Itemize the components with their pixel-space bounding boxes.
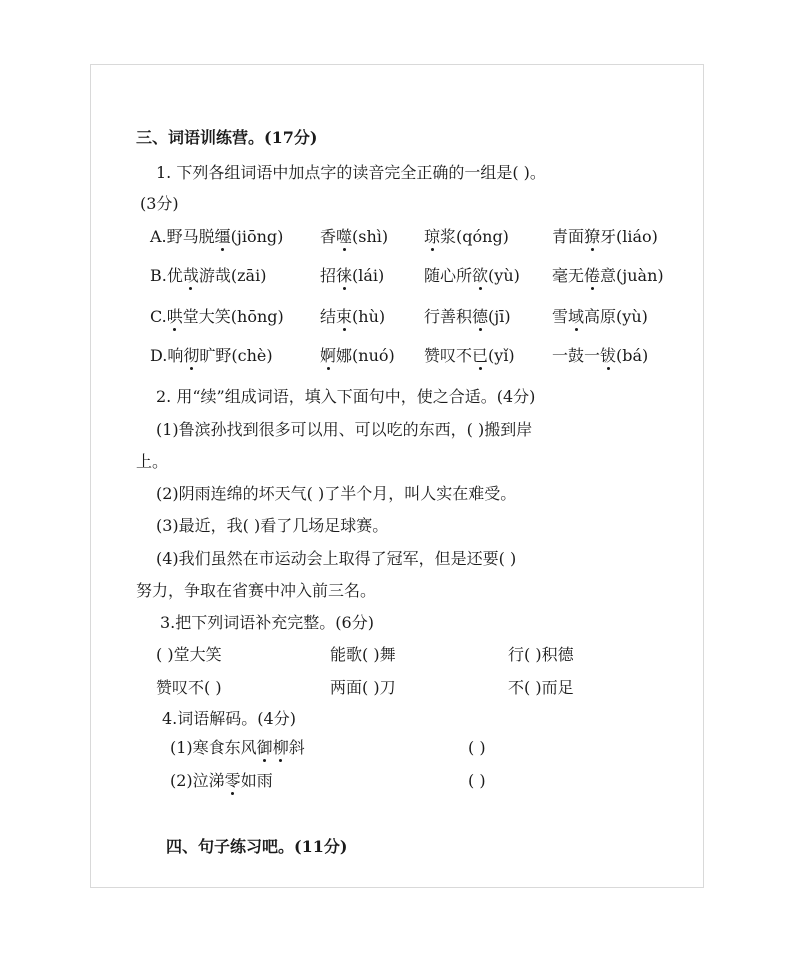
q3-item: ( )堂大笑 xyxy=(156,645,222,664)
q3-item: 两面( )刀 xyxy=(330,678,396,697)
q1-option-d-word xyxy=(424,346,515,366)
q1-option-b-word xyxy=(424,266,520,286)
q1-word-pre: 优 xyxy=(166,266,183,285)
q1-word-dotted-char: 欲 xyxy=(472,266,489,285)
q4-item-1-pre: (1)寒食东风 xyxy=(170,738,257,757)
q1-option-b-word xyxy=(150,266,266,286)
q3-item: 不( )而足 xyxy=(508,678,574,697)
q1-word-dotted-char: 倦 xyxy=(584,266,601,285)
q1-option-b-word xyxy=(552,266,664,286)
q1-word-post: (bá) xyxy=(616,346,649,365)
q1-word-pre: 招 xyxy=(320,266,337,285)
q1-word-dotted-char: 哄 xyxy=(166,307,183,326)
q1-word-dotted-char: 琼 xyxy=(424,227,441,246)
q1-option-a-word xyxy=(150,227,283,247)
q4-item-2-dot-1: 零 xyxy=(224,771,241,790)
q1-word-post: (jī) xyxy=(488,307,511,326)
q1-option-d-word xyxy=(150,346,273,366)
q1-word-pre: 行善积 xyxy=(424,307,473,326)
q2-sentence-1a: (1)鲁滨孙找到很多可以用、可以吃的东西，( )搬到岸 xyxy=(156,420,533,439)
q1-option-c-word xyxy=(552,307,648,327)
q1-word-pre: 雪 xyxy=(552,307,569,326)
q2-sentence-1b: 上。 xyxy=(136,452,169,471)
q1-word-dotted-char: 哉 xyxy=(182,266,199,285)
q1-word-dotted-char: 彻 xyxy=(183,346,200,365)
q4-item-1-dot-2: 柳 xyxy=(272,738,289,757)
section-title-4: 四、句子练习吧。(11分) xyxy=(166,837,348,856)
q1-word-dotted-char: 缰 xyxy=(214,227,231,246)
q1-word-dotted-char: 噬 xyxy=(336,227,353,246)
q1-word-post: 旷野(chè) xyxy=(199,346,273,365)
q2-sentence-4b: 努力，争取在省赛中冲入前三名。 xyxy=(136,581,377,600)
q1-word-pre: 结 xyxy=(320,307,337,326)
section-title-3: 三、词语训练营。(17分) xyxy=(136,128,318,147)
q1-word-dotted-char: 已 xyxy=(472,346,489,365)
q1-option-c-word xyxy=(150,307,284,327)
q1-option-label: D. xyxy=(150,346,168,365)
q4-item-2-blank: ( ) xyxy=(468,771,486,790)
q1-word-dotted-char: 束 xyxy=(336,307,353,326)
q4-item-1-dot-1: 御 xyxy=(256,738,273,757)
q1-word-post: (yǐ) xyxy=(488,346,515,365)
q1-option-d-word xyxy=(552,346,648,366)
q4-item-2 xyxy=(170,771,273,791)
q1-score: (3分) xyxy=(140,194,179,213)
q1-stem: 1. 下列各组词语中加点字的读音完全正确的一组是( )。 xyxy=(156,163,546,182)
q1-option-c-word xyxy=(424,307,511,327)
q1-word-post: 堂大笑(hōng) xyxy=(182,307,284,326)
q1-option-label: B. xyxy=(150,266,167,285)
q4-item-1-post: 斜 xyxy=(288,738,305,757)
q1-option-b-word xyxy=(320,266,384,286)
worksheet-page xyxy=(90,64,704,888)
q1-word-pre: 随心所 xyxy=(424,266,473,285)
q3-item: 行( )积德 xyxy=(508,645,574,664)
q1-word-dotted-char: 獠 xyxy=(584,227,601,246)
q4-item-1 xyxy=(170,738,305,758)
q1-word-pre: 野马脱 xyxy=(166,227,215,246)
q1-word-post: 娜(nuó) xyxy=(336,346,395,365)
q1-word-dotted-char: 钹 xyxy=(600,346,617,365)
q1-option-a-word xyxy=(552,227,658,247)
q2-sentence-2: (2)阴雨连绵的坏天气( )了半个月，叫人实在难受。 xyxy=(156,484,517,503)
q1-word-pre: 青面 xyxy=(552,227,585,246)
q1-option-a-word xyxy=(424,227,509,247)
q4-item-1-blank: ( ) xyxy=(468,738,486,757)
q2-sentence-4a: (4)我们虽然在市运动会上取得了冠军，但是还要( ) xyxy=(156,549,517,568)
q1-word-pre: 响 xyxy=(167,346,184,365)
q1-word-post: (lái) xyxy=(352,266,385,285)
q1-word-post: 浆(qóng) xyxy=(440,227,509,246)
q1-word-post: 游哉(zāi) xyxy=(198,266,267,285)
q2-stem: 2. 用“续”组成词语，填入下面句中，使之合适。(4分) xyxy=(156,387,536,406)
q1-option-d-word xyxy=(320,346,395,366)
q1-word-post: (hù) xyxy=(352,307,386,326)
q1-word-pre: 一鼓一 xyxy=(552,346,601,365)
q1-word-post: 牙(liáo) xyxy=(600,227,658,246)
q1-option-label: A. xyxy=(150,227,167,246)
q1-word-post: (yù) xyxy=(488,266,520,285)
q3-item: 赞叹不( ) xyxy=(156,678,222,697)
q1-word-pre: 香 xyxy=(320,227,337,246)
q4-item-2-mid: 如雨 xyxy=(240,771,273,790)
q1-word-dotted-char: 德 xyxy=(472,307,489,326)
q1-word-dotted-char: 徕 xyxy=(336,266,353,285)
q1-word-post: 高原(yù) xyxy=(584,307,648,326)
q1-word-pre: 毫无 xyxy=(552,266,585,285)
q4-stem: 4.词语解码。(4分) xyxy=(162,709,296,728)
q3-stem: 3.把下列词语补充完整。(6分) xyxy=(160,613,374,632)
q1-option-c-word xyxy=(320,307,385,327)
q1-option-a-word xyxy=(320,227,388,247)
q1-word-post: (shì) xyxy=(352,227,389,246)
q4-item-2-pre: (2)泣涕 xyxy=(170,771,225,790)
q3-item: 能歌( )舞 xyxy=(330,645,396,664)
q2-sentence-3: (3)最近，我( )看了几场足球赛。 xyxy=(156,516,389,535)
q1-word-post: (jiōng) xyxy=(230,227,284,246)
q1-word-dotted-char: 域 xyxy=(568,307,585,326)
q1-word-dotted-char: 婀 xyxy=(320,346,337,365)
q1-word-post: 意(juàn) xyxy=(600,266,664,285)
q1-option-label: C. xyxy=(150,307,167,326)
q1-word-pre: 赞叹不 xyxy=(424,346,473,365)
